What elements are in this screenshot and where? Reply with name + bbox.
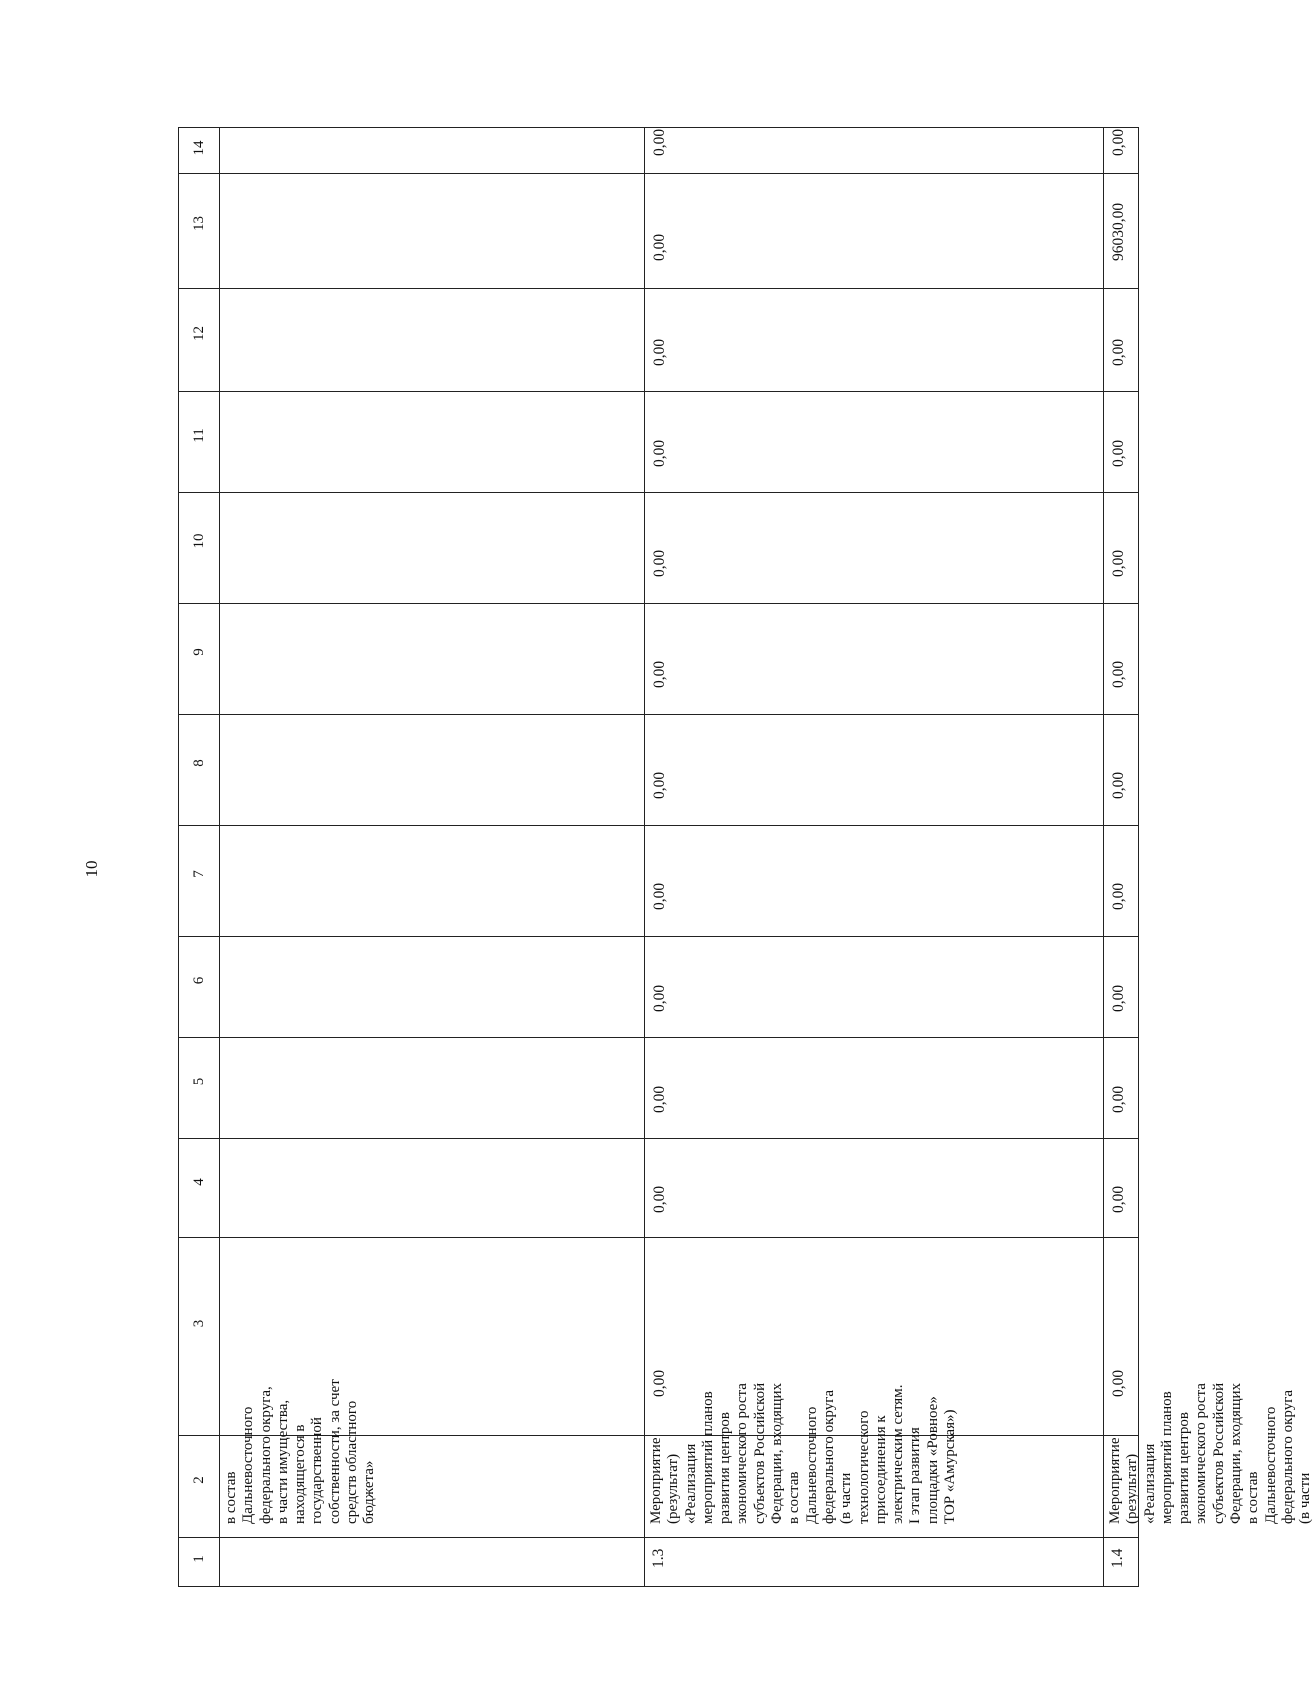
description-line: (в части: [838, 1473, 855, 1525]
value-cell: [220, 174, 645, 289]
description-line: Дальневосточного: [803, 1407, 820, 1525]
description-line: средств областного: [344, 1401, 361, 1525]
value-cell: [645, 603, 1104, 714]
description-line: экономического роста: [734, 1383, 751, 1525]
description-line: (в части: [1297, 1473, 1314, 1525]
value-cell: [1104, 174, 1139, 289]
row-value: 0,00: [651, 660, 668, 688]
description-line: бюджета»: [361, 1460, 378, 1525]
header-label: 10: [191, 533, 207, 549]
value-cell: [645, 1138, 1104, 1238]
value-cell: [220, 826, 645, 937]
description-line: развития центров: [717, 1412, 734, 1525]
row-value: 0,00: [651, 128, 668, 156]
row-value: [220, 1127, 645, 1225]
value-cell: [220, 937, 645, 1038]
row-value: 0,00: [651, 1185, 668, 1213]
row-value: 0,00: [1110, 128, 1127, 156]
row-value: 0,00: [1110, 883, 1127, 911]
description-line: мероприятий планов: [699, 1391, 716, 1525]
header-label: 12: [191, 325, 207, 341]
value-cell: [645, 391, 1104, 492]
description-line: субъектов Российской: [1210, 1383, 1227, 1525]
budget-table: [178, 127, 1314, 1587]
header-cell: [179, 826, 220, 937]
value-cell: [1104, 492, 1139, 603]
description-line: «Реализация: [1141, 1444, 1158, 1525]
row-value: [220, 925, 645, 1024]
header-cell: [179, 715, 220, 826]
value-cell: [1104, 288, 1139, 391]
header-cell: [179, 288, 220, 391]
value-cell: [1104, 715, 1139, 826]
table-row: [179, 1538, 1139, 1587]
table-row: [179, 715, 1139, 826]
page-number: 10: [82, 860, 101, 878]
description-line: Дальневосточного: [1262, 1407, 1279, 1525]
header-label: 1: [191, 1555, 207, 1564]
header-label: 11: [191, 428, 207, 443]
row-value: 0,00: [651, 771, 668, 800]
header-label: 3: [191, 1320, 207, 1328]
row-value: 0,00: [651, 549, 668, 577]
description-line: находящегося в: [292, 1424, 309, 1525]
description-line: (результат): [1124, 1454, 1141, 1525]
row-value: [220, 380, 645, 479]
description-line: федерального округа: [820, 1390, 837, 1525]
description-line: собственности, за счет: [326, 1379, 343, 1525]
description-cell: [220, 1379, 645, 1538]
header-cell: [179, 1436, 220, 1538]
header-cell: [179, 391, 220, 492]
row-value: [220, 814, 645, 922]
header-label: 5: [191, 1077, 207, 1086]
description-line: субъектов Российской: [751, 1383, 768, 1525]
value-cell: [1104, 1038, 1139, 1139]
value-cell: [645, 826, 1104, 937]
index-cell: [1104, 1538, 1139, 1587]
header-label: 7: [191, 870, 207, 878]
value-cell: [220, 492, 645, 603]
description-line: Мероприятие: [648, 1437, 664, 1525]
index-cell: [220, 1538, 645, 1587]
value-cell: [220, 391, 645, 492]
description-line: I этап развития: [907, 1427, 924, 1525]
row-value: 0,00: [1110, 660, 1127, 688]
table-row: [179, 492, 1139, 603]
value-cell: [1104, 1138, 1139, 1238]
header-cell: [179, 174, 220, 289]
header-cell: [179, 128, 220, 174]
value-cell: [220, 288, 645, 391]
value-cell: [220, 1138, 645, 1238]
table-row: [179, 1436, 1139, 1538]
description-line: экономического роста: [1193, 1383, 1210, 1525]
header-label: 13: [191, 216, 207, 232]
row-value: 0,00: [1110, 771, 1127, 800]
row-value: [220, 592, 645, 700]
value-cell: [645, 492, 1104, 603]
value-cell: [1104, 391, 1139, 492]
value-cell: [1104, 1238, 1139, 1436]
description-line: технологического: [855, 1410, 872, 1525]
description-line: электрическим сетям.: [890, 1384, 907, 1525]
row-index: 1.3: [650, 1548, 667, 1569]
row-value: [220, 1026, 645, 1125]
row-value: 96030,00: [1110, 203, 1127, 262]
description-line: в состав: [223, 1471, 239, 1525]
value-cell: [1104, 937, 1139, 1038]
value-cell: [220, 603, 645, 714]
header-label: 4: [191, 1178, 207, 1186]
row-value: 0,00: [1110, 338, 1127, 366]
header-cell: [179, 937, 220, 1038]
description-line: в части имущества,: [274, 1400, 291, 1525]
description-line: мероприятий планов: [1158, 1391, 1175, 1525]
row-value: 0,00: [1110, 549, 1127, 577]
header-cell: [179, 1138, 220, 1238]
header-label: 6: [191, 977, 207, 985]
table-row: [179, 603, 1139, 714]
description-line: присоединения к: [872, 1415, 889, 1525]
row-value: [220, 1226, 645, 1409]
value-cell: [220, 1038, 645, 1139]
description-line: федерального округа,: [257, 1386, 274, 1525]
value-cell: [645, 174, 1104, 289]
value-cell: [645, 1038, 1104, 1139]
row-value: 0,00: [651, 234, 668, 262]
header-label: 2: [191, 1476, 207, 1485]
header-cell: [179, 492, 220, 603]
description-line: Федерации, входящих: [1228, 1383, 1245, 1525]
row-value: 0,00: [1110, 1085, 1127, 1114]
row-value: [220, 277, 645, 378]
row-value: [220, 703, 645, 811]
description-line: развития центров: [1176, 1412, 1193, 1525]
value-cell: [1104, 603, 1139, 714]
header-cell: [179, 603, 220, 714]
description-line: (результат): [665, 1454, 682, 1525]
header-cell: [179, 1238, 220, 1436]
row-value: 0,00: [1110, 439, 1127, 467]
row-description: [220, 1379, 648, 1525]
row-value: 0,00: [651, 439, 668, 467]
row-index: 1.4: [1109, 1548, 1126, 1569]
description-line: ТОР «Амурская»): [942, 1409, 959, 1525]
row-value: 0,00: [651, 1370, 668, 1398]
index-cell: [645, 1538, 1104, 1587]
header-label: 8: [191, 759, 207, 767]
description-line: Мероприятие: [1107, 1437, 1123, 1525]
row-value: 0,00: [651, 985, 668, 1013]
row-value: [220, 481, 645, 589]
description-line: Федерации, входящих: [769, 1383, 786, 1525]
table-row: [179, 174, 1139, 289]
value-cell: [1104, 826, 1139, 937]
table-row: [179, 826, 1139, 937]
row-value: [220, 162, 645, 273]
header-cell: [179, 1538, 220, 1587]
row-value: 0,00: [1110, 1185, 1127, 1213]
description-line: Дальневосточного: [240, 1407, 257, 1525]
row-value: 0,00: [651, 338, 668, 366]
table-row: [179, 937, 1139, 1038]
value-cell: [645, 288, 1104, 391]
row-value: 0,00: [651, 883, 668, 911]
description-line: федерального округа: [1279, 1390, 1296, 1525]
description-line: государственной: [309, 1417, 326, 1525]
table-row: [179, 1238, 1139, 1436]
value-cell: [645, 715, 1104, 826]
description-line: в состав: [786, 1471, 803, 1525]
row-value: [220, 116, 645, 168]
description-line: площадки «Ровное»: [924, 1396, 941, 1525]
header-label: 9: [191, 648, 207, 656]
value-cell: [645, 937, 1104, 1038]
row-value: 0,00: [1110, 985, 1127, 1013]
description-line: «Реализация: [682, 1444, 699, 1525]
table-row: [179, 391, 1139, 492]
table-row: [179, 1038, 1139, 1139]
row-value: 0,00: [651, 1085, 668, 1114]
row-index: [220, 1526, 645, 1580]
description-line: в состав: [1245, 1471, 1262, 1525]
header-cell: [179, 1038, 220, 1139]
row-value: 0,00: [1110, 1370, 1127, 1398]
header-label: 14: [191, 140, 207, 156]
value-cell: [220, 715, 645, 826]
table-row: [179, 1138, 1139, 1238]
table-row: [179, 288, 1139, 391]
